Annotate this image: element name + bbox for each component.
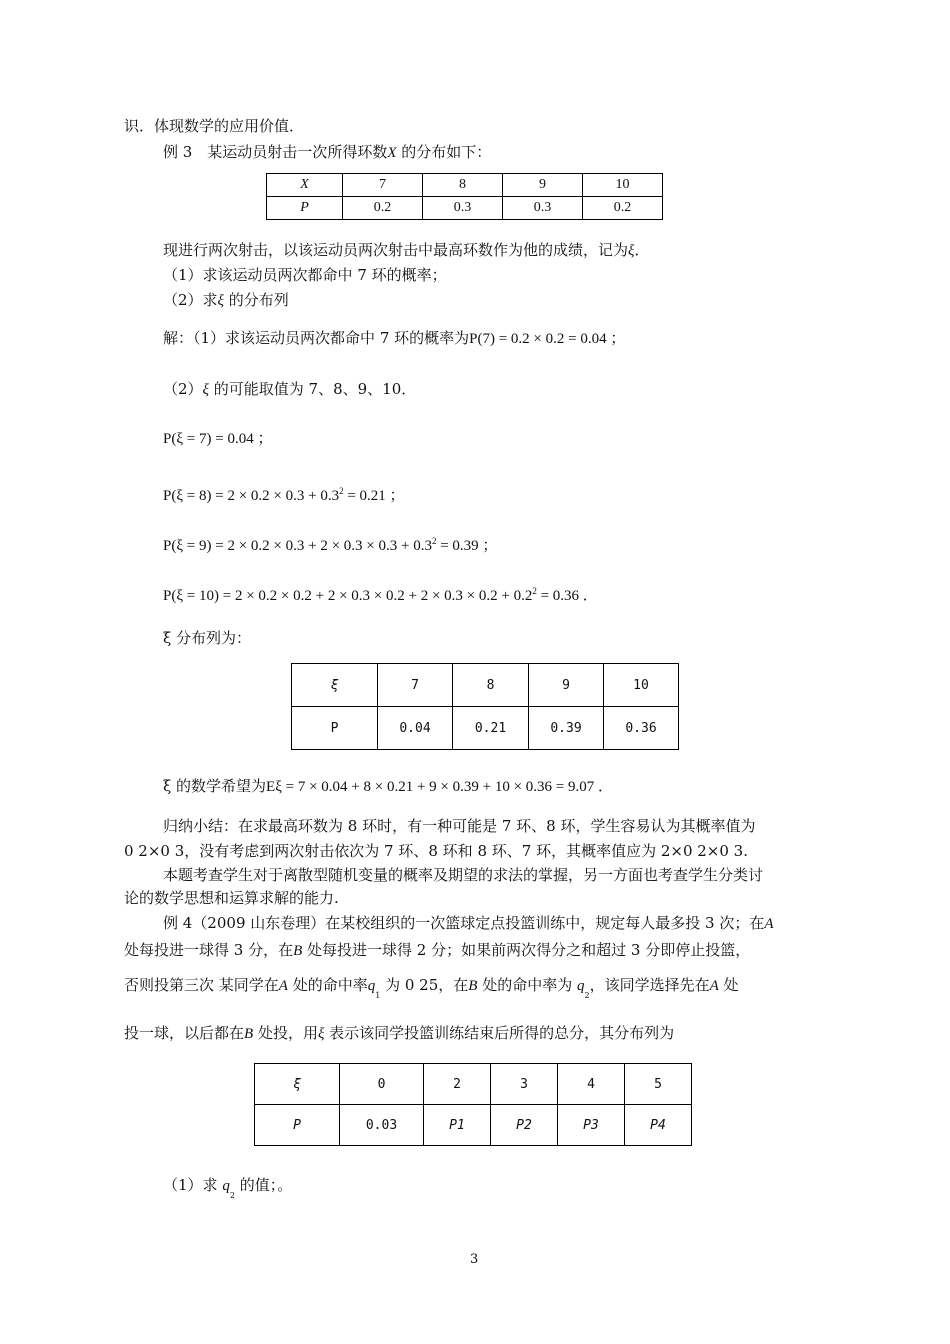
table-cell: 8 xyxy=(423,174,503,197)
table-cell: 2 xyxy=(424,1064,491,1105)
table-cell: 0.3 xyxy=(503,197,583,220)
page-number: 3 xyxy=(470,1252,479,1267)
summary-line-4: 论的数学思想和运算求解的能力. xyxy=(124,889,339,907)
table-cell: 7 xyxy=(378,664,453,707)
subscript: 2 xyxy=(584,991,590,1000)
equation-p8 xyxy=(163,482,405,505)
equation-p8-result: = 0.21 ； xyxy=(343,488,405,504)
example-4-text: 为 0 25，在 xyxy=(380,976,469,994)
example-4-text: 处每投进一球得 3 分，在 xyxy=(124,941,294,959)
table-cell: 7 xyxy=(343,174,423,197)
distribution-label: ξ 分布列为： xyxy=(163,629,252,647)
table-cell: 0 xyxy=(340,1064,424,1105)
table-cell: P4 xyxy=(625,1105,692,1146)
table-cell: 8 xyxy=(453,664,529,707)
table-row xyxy=(292,664,679,707)
equation-p10-result: = 0.36 ． xyxy=(536,588,598,604)
example-4-text: ，该同学选择先在 xyxy=(589,976,710,994)
question-text: （1）求 xyxy=(163,1176,218,1194)
table-row xyxy=(292,707,679,750)
equation-p7: P(ξ = 7) = 0.04 ； xyxy=(163,431,273,447)
example-4-text: 否则投第三次 某同学在 xyxy=(124,976,279,994)
table-cell: ξ xyxy=(255,1064,340,1105)
superscript: 2 xyxy=(431,536,437,546)
summary-line-3: 本题考查学生对于离散型随机变量的概率及期望的求法的掌握，另一方面也考查学生分类讨 xyxy=(163,866,764,884)
summary-line-1: 归纳小结：在求最高环数为 8 环时，有一种可能是 7 环、8 环，学生容易认为其概率值为 xyxy=(163,817,756,835)
equation-p8-body: P(ξ = 8) = 2 × 0.2 × 0.3 + 0.3 xyxy=(163,488,340,504)
xi-symbol: ξ xyxy=(317,1026,325,1042)
xi-symbol: ξ xyxy=(217,293,224,309)
table-cell: P1 xyxy=(424,1105,491,1146)
table-cell: 3 xyxy=(491,1064,558,1105)
solution-1 xyxy=(163,329,625,348)
table-cell: 0.04 xyxy=(378,707,453,750)
table-cell: 0.03 xyxy=(340,1105,424,1146)
question-1: （1）求该运动员两次都命中 7 环的概率； xyxy=(163,266,447,284)
example-4-line-3 xyxy=(124,976,739,1000)
solution-1-equation: P(7) = 0.2 × 0.2 = 0.04 ； xyxy=(469,331,626,347)
table-cell: P2 xyxy=(491,1105,558,1146)
table-row xyxy=(267,174,663,197)
example-4-text: 处每投进一球得 2 分；如果前两次得分之和超过 3 分即停止投篮， xyxy=(302,941,751,959)
table-cell: 0.36 xyxy=(604,707,679,750)
setup-text: 现进行两次射击，以该运动员两次射击中最高环数作为他的成绩，记为 xyxy=(163,241,629,259)
equation-p10-body: P(ξ = 10) = 2 × 0.2 × 0.2 + 2 × 0.3 × 0.2 + 2 × 0.3 × 0.2 + 0.2 xyxy=(163,588,533,604)
example-4-text: 处 xyxy=(718,976,739,994)
question-2-text-tail: 的分布列 xyxy=(223,291,289,309)
question-2-text: （2）求 xyxy=(163,291,218,309)
table-cell: 0.2 xyxy=(343,197,423,220)
table-cell: 0.39 xyxy=(529,707,604,750)
subscript: 2 xyxy=(229,1191,235,1200)
distribution-table-score xyxy=(254,1063,692,1146)
example-4-line-1 xyxy=(163,914,774,933)
example-3-text-tail: 的分布如下： xyxy=(396,143,492,161)
text-line-setup xyxy=(163,241,649,260)
table-cell: 0.2 xyxy=(583,197,663,220)
expectation-line xyxy=(163,777,613,796)
equation-p9 xyxy=(163,532,497,555)
table-cell: P xyxy=(292,707,378,750)
equation-p10 xyxy=(163,582,598,605)
superscript: 2 xyxy=(532,586,537,596)
subscript: 1 xyxy=(375,991,381,1000)
example-4-text: 处投，用 xyxy=(253,1024,318,1042)
solution-1-text: 解：（1）求该运动员两次都命中 7 环的概率为 xyxy=(163,329,470,347)
solution-2-text: （2） xyxy=(163,380,203,398)
var-q: q xyxy=(367,978,376,994)
table-row xyxy=(255,1064,692,1105)
xi-symbol: ξ xyxy=(202,382,209,398)
example-3-text: 例 3 某运动员射击一次所得环数 xyxy=(163,143,388,161)
table-row xyxy=(267,197,663,220)
distribution-table-x xyxy=(266,173,663,220)
table-cell: P xyxy=(267,197,343,220)
var-b: B xyxy=(244,1026,254,1042)
table-cell: 10 xyxy=(583,174,663,197)
question-text-tail: 的值；。 xyxy=(234,1176,293,1194)
example-4-text: 例 4（2009 山东卷理）在某校组织的一次篮球定点投篮训练中，规定每人最多投 3 次；在 xyxy=(163,914,765,932)
solution-2 xyxy=(163,380,416,399)
var-x: X xyxy=(387,145,397,161)
example-4-text: 处的命中率 xyxy=(287,976,368,994)
text-line-intro: 识．体现数学的应用价值． xyxy=(124,117,305,135)
example-4-text: 投一球，以后都在 xyxy=(124,1024,245,1042)
example-4-line-2 xyxy=(124,941,750,960)
var-b: B xyxy=(468,978,478,994)
table-cell: 0.21 xyxy=(453,707,529,750)
var-q: q xyxy=(577,978,585,994)
table-cell: 5 xyxy=(625,1064,692,1105)
expectation-text: ξ 的数学希望为 xyxy=(163,777,267,795)
table-cell: P3 xyxy=(558,1105,625,1146)
summary-line-2: 0 2×0 3，没有考虑到两次射击依次为 7 环、8 环和 8 环、7 环，其概率值应为 2×0 2×0 3. xyxy=(124,842,748,860)
table-cell: 9 xyxy=(503,174,583,197)
var-a: A xyxy=(764,916,774,932)
example-4-text: 处的命中率为 xyxy=(477,976,573,994)
solution-2-text-tail: 的可能取值为 7、8、9、10． xyxy=(208,380,417,398)
question-q2 xyxy=(163,1176,293,1200)
example-3-heading xyxy=(163,143,491,162)
example-4-line-4 xyxy=(124,1024,674,1043)
equation-p9-body: P(ξ = 9) = 2 × 0.2 × 0.3 + 2 × 0.3 × 0.3 + 0.3 xyxy=(163,538,432,554)
question-2 xyxy=(163,291,289,310)
table-cell: 0.3 xyxy=(423,197,503,220)
table-cell: ξ xyxy=(292,664,378,707)
var-a: A xyxy=(278,978,288,994)
table-row xyxy=(255,1105,692,1146)
setup-text-tail: ． xyxy=(634,241,650,259)
superscript: 2 xyxy=(339,486,344,496)
example-4-text: 表示该同学投篮训练结束后所得的总分，其分布列为 xyxy=(324,1024,675,1042)
var-a: A xyxy=(709,978,719,994)
table-cell: P xyxy=(255,1105,340,1146)
var-b: B xyxy=(293,943,303,959)
table-cell: X xyxy=(267,174,343,197)
equation-p9-result: = 0.39 ； xyxy=(436,538,498,554)
table-cell: 9 xyxy=(529,664,604,707)
var-q: q xyxy=(222,1178,230,1194)
xi-symbol: ξ xyxy=(628,243,635,259)
expectation-equation: Eξ = 7 × 0.04 + 8 × 0.21 + 9 × 0.39 + 10 × 0.36 = 9.07 ． xyxy=(266,779,614,795)
distribution-table-xi xyxy=(291,663,679,750)
table-cell: 10 xyxy=(604,664,679,707)
table-cell: 4 xyxy=(558,1064,625,1105)
